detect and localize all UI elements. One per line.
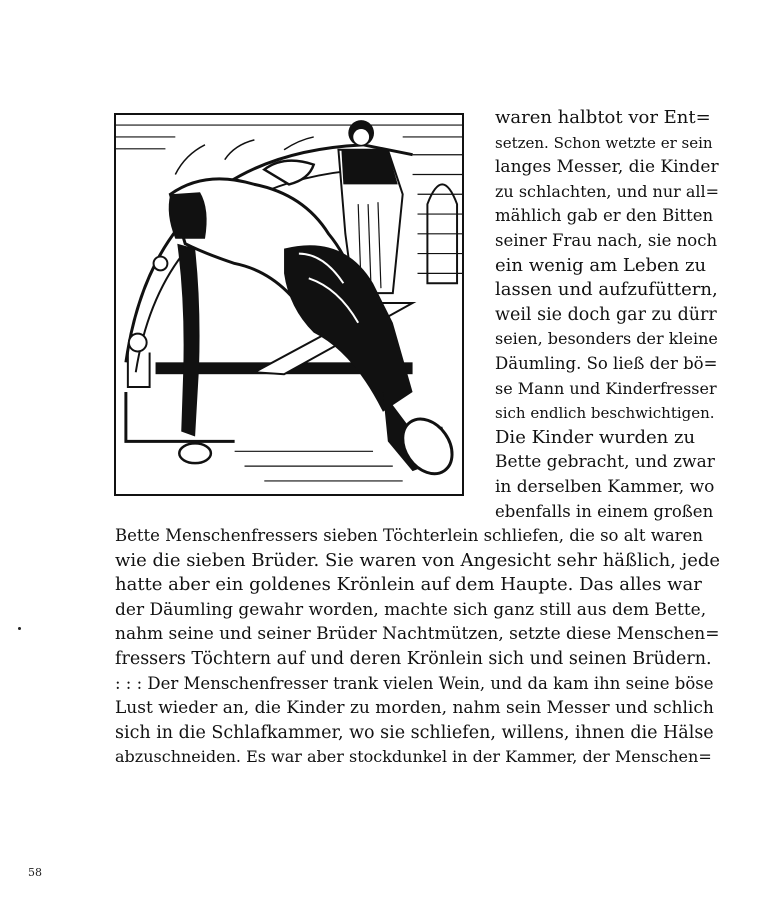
side-column-line: setzen. Schon wetzte er sein xyxy=(495,133,713,152)
side-column-line: Die Kinder wurden zu xyxy=(495,426,696,448)
body-text-line: : : : Der Menschenfresser trank vielen Wein, und da kam ihn seine böse xyxy=(115,673,714,693)
side-column-line: in derselben Kammer, wo xyxy=(495,477,715,497)
ink-speck xyxy=(18,627,21,630)
side-column-line: waren halbtot vor Ent= xyxy=(495,107,711,128)
side-column-line: Däumling. So ließ der bö= xyxy=(495,354,718,373)
body-text-line: der Däumling gewahr worden, machte sich ganz still aus dem Bette, xyxy=(115,599,707,620)
body-text-line: nahm seine und seiner Brüder Nachtmützen, setzte diese Menschen= xyxy=(115,624,720,645)
side-column-line: langes Messer, die Kinder xyxy=(495,157,719,178)
side-column-line: Bette gebracht, und zwar xyxy=(495,452,715,473)
body-text-line: fressers Töchtern auf und deren Krönlein sich und seinen Brüdern. xyxy=(115,649,712,669)
body-text-line: abzuschneiden. Es war aber stockdunkel in der Kammer, der Menschen= xyxy=(115,747,712,767)
illustration-ogre-and-children xyxy=(114,113,464,496)
side-column-line: ebenfalls in einem großen xyxy=(495,501,714,521)
side-column-line: weil sie doch gar zu dürr xyxy=(495,304,717,325)
side-column-line: ein wenig am Leben zu xyxy=(495,254,707,276)
body-text-line: Bette Menschenfressers sieben Töchterlein schliefen, die so alt waren xyxy=(115,526,703,545)
body-text-line: hatte aber ein goldenes Krönlein auf dem Haupte. Das alles war xyxy=(115,574,702,596)
side-column-line: seien, besonders der kleine xyxy=(495,329,718,349)
page-number: 58 xyxy=(28,866,42,879)
body-text-line: wie die sieben Brüder. Sie waren von Angesicht sehr häßlich, jede xyxy=(115,549,721,571)
side-column-line: lassen und aufzufüttern, xyxy=(495,279,718,301)
body-text-line: sich in die Schlafkammer, wo sie schliefen, willens, ihnen die Hälse xyxy=(115,722,714,743)
side-column-line: sich endlich beschwichtigen. xyxy=(495,404,715,423)
side-column-line: se Mann und Kinderfresser xyxy=(495,378,717,398)
side-column-line: zu schlachten, und nur all= xyxy=(495,181,720,201)
side-column-line: mählich gab er den Bitten xyxy=(495,206,714,226)
body-text-line: Lust wieder an, die Kinder zu morden, nahm sein Messer und schlich xyxy=(115,698,714,719)
side-column-line: seiner Frau nach, sie noch xyxy=(495,231,718,250)
